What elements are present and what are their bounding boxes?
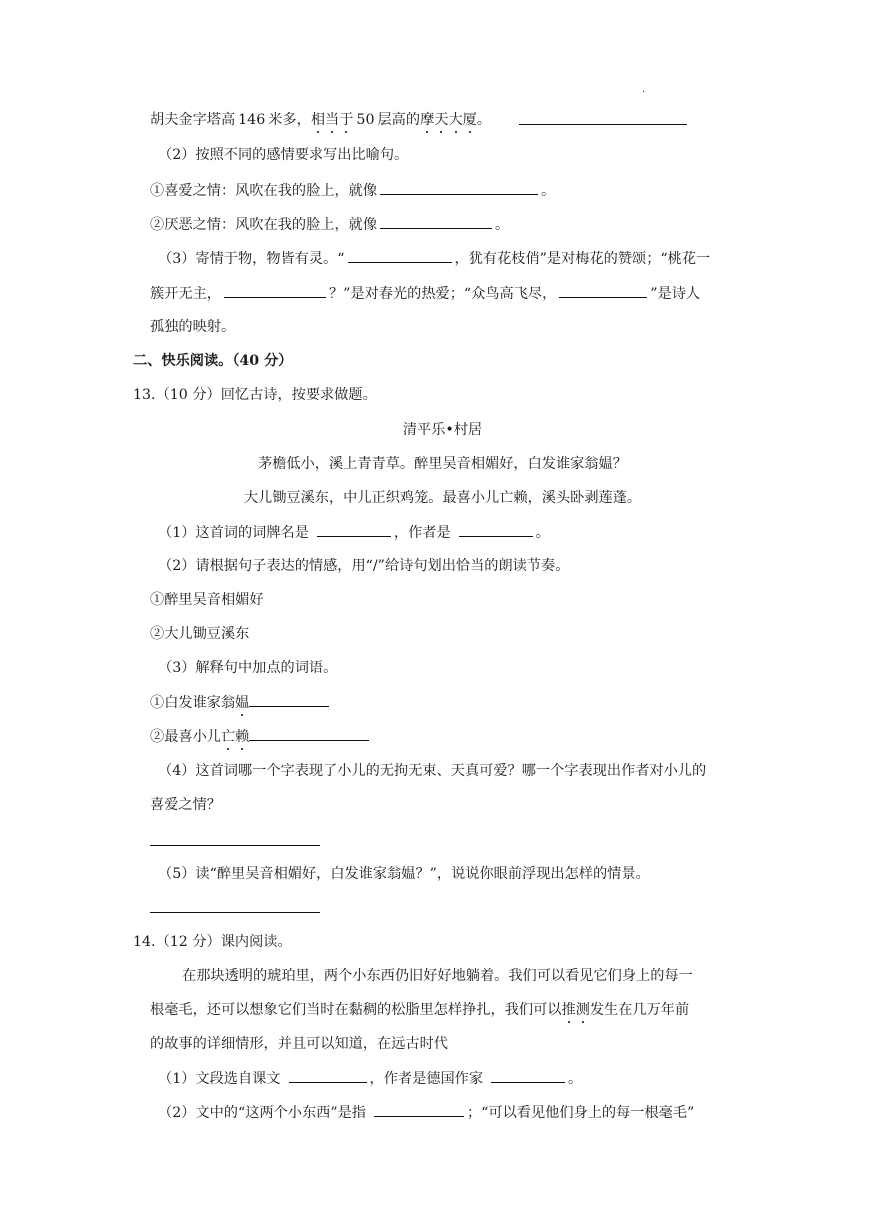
answer-blank[interactable]	[224, 283, 326, 298]
answer-blank[interactable]	[289, 1068, 367, 1083]
passage-line: 在那块透明的琥珀里，两个小东西仍旧好好地躺着。我们可以看见它们身上的每一	[182, 968, 693, 984]
answer-blank[interactable]	[380, 180, 538, 195]
question-heading: 14.（12 分）课内阅读。	[133, 934, 292, 950]
text-fragment: 层高的	[377, 112, 421, 128]
answer-blank[interactable]	[249, 726, 369, 741]
answer-blank[interactable]	[317, 522, 391, 537]
text-fragment: ；“可以看见他们身上的每一根毫毛”	[466, 1105, 695, 1121]
question-line: （5）读“醉里吴音相媚好，白发谁家翁媪？”，说说你眼前浮现出怎样的情景。	[158, 866, 650, 882]
question-line	[158, 248, 710, 269]
emphasis-char: 亡	[220, 729, 236, 745]
emphasis-char: 天	[434, 112, 449, 128]
emphasis-char: 大	[448, 112, 463, 128]
text-fragment: 米多，	[268, 112, 311, 128]
text-fragment: ，犹有花枝俏”是对梅花的赞颂；“桃花一	[454, 251, 711, 267]
text-fragment: ”是诗人	[650, 286, 701, 302]
question-line: （4）这首词哪一个字表现了小儿的无拘无束、天真可爱？哪一个字表现出作者对小儿的	[158, 763, 707, 779]
question-line: 喜爱之情？	[150, 797, 221, 813]
question-line: ①醉里吴音相媚好	[150, 592, 264, 608]
answer-blank[interactable]	[249, 692, 329, 707]
emphasis-char: 于	[339, 112, 354, 128]
dotted-word	[420, 112, 477, 128]
passage-line: 的故事的详细情形，并且可以知道，在远古时代	[150, 1036, 448, 1052]
text-fragment: 发生在几万年前	[589, 1002, 690, 1018]
emphasis-char: 赖	[235, 729, 250, 745]
answer-blank[interactable]	[559, 283, 647, 298]
question-heading: 13.（10 分）回忆古诗，按要求做题。	[133, 387, 377, 403]
emphasis-char: 媪	[235, 695, 250, 711]
text-fragment: ，作者是德国作家	[369, 1071, 484, 1087]
dotted-word	[221, 729, 249, 745]
text-fragment: ①白发谁家翁	[150, 695, 236, 711]
question-line	[150, 692, 332, 713]
text-line	[150, 110, 491, 130]
emphasis-char: 相	[310, 112, 326, 128]
question-line: （2）按照不同的感情要求写出比喻句。	[158, 147, 409, 163]
question-line	[158, 522, 550, 543]
answer-blank[interactable]	[374, 1102, 464, 1117]
text-fragment: ②厌恶之情：风吹在我的脸上，就像	[150, 217, 378, 233]
answer-blank[interactable]	[519, 124, 687, 125]
text-fragment: ？”是对春光的热爱；“众鸟高飞尽，	[328, 286, 557, 302]
question-line	[158, 1102, 694, 1123]
question-line: ②大儿锄豆溪东	[150, 626, 250, 642]
question-line	[150, 283, 700, 304]
emphasis-char: 厦	[462, 112, 477, 128]
emphasis-char: 当	[325, 112, 340, 128]
answer-blank[interactable]	[150, 912, 320, 913]
text-fragment: （3）寄情于物，物皆有灵。“	[158, 251, 345, 267]
text-fragment: 根毫毛，还可以想象它们当时在黏稠的松脂里怎样挣扎，我们可以	[150, 1002, 562, 1018]
text-fragment: ①喜爱之情：风吹在我的脸上，就像	[150, 183, 378, 199]
text-fragment: （1）文段选自课文	[158, 1071, 281, 1087]
emphasis-char: 测	[575, 1002, 590, 1018]
text-fragment: ②最喜小儿	[150, 729, 221, 745]
answer-blank[interactable]	[491, 1068, 565, 1083]
text-fragment: 。	[568, 1071, 583, 1087]
answer-blank[interactable]	[380, 214, 492, 229]
text-fragment: 。	[541, 183, 556, 199]
question-line	[158, 1068, 582, 1089]
passage-line	[150, 1000, 689, 1020]
text-fragment: 。	[476, 112, 492, 128]
poem-title: 清平乐•村居	[402, 422, 483, 438]
text-fragment: （2）文中的“这两个小东西”是指	[158, 1105, 366, 1121]
question-line	[150, 214, 509, 235]
poem-line: 茅檐低小，溪上青青草。醉里吴音相媚好，白发谁家翁媪？	[258, 456, 627, 472]
answer-blank[interactable]	[459, 522, 533, 537]
section-heading: 二、快乐阅读。（40 分）	[133, 353, 293, 369]
number-text: 50	[356, 112, 375, 128]
text-fragment: 簇开无主，	[150, 286, 221, 302]
dotted-word	[311, 112, 354, 128]
text-fragment: 。	[535, 525, 550, 541]
top-mark: .	[642, 84, 646, 95]
dotted-word	[561, 1002, 589, 1018]
emphasis-char: 推	[561, 1002, 576, 1018]
question-line	[150, 726, 372, 747]
answer-blank[interactable]	[348, 248, 452, 263]
text-fragment: ，作者是	[393, 525, 451, 541]
question-line: （2）请根据句子表达的情感，用“/”给诗句划出恰当的朗读节奏。	[158, 558, 570, 574]
question-line: （3）解释句中加点的词语。	[158, 660, 338, 676]
text-fragment: 。	[495, 217, 510, 233]
number-text: 146	[238, 112, 266, 128]
poem-line: 大儿锄豆溪东，中儿正织鸡笼。最喜小儿亡赖，溪头卧剥莲蓬。	[243, 490, 642, 506]
text-fragment: （1）这首词的词牌名是	[158, 525, 309, 541]
question-line: 孤独的映射。	[150, 319, 236, 335]
question-line	[150, 180, 555, 201]
emphasis-char: 摩	[420, 112, 435, 128]
answer-blank[interactable]	[150, 845, 320, 846]
text-fragment: 胡夫金字塔高	[150, 112, 236, 128]
